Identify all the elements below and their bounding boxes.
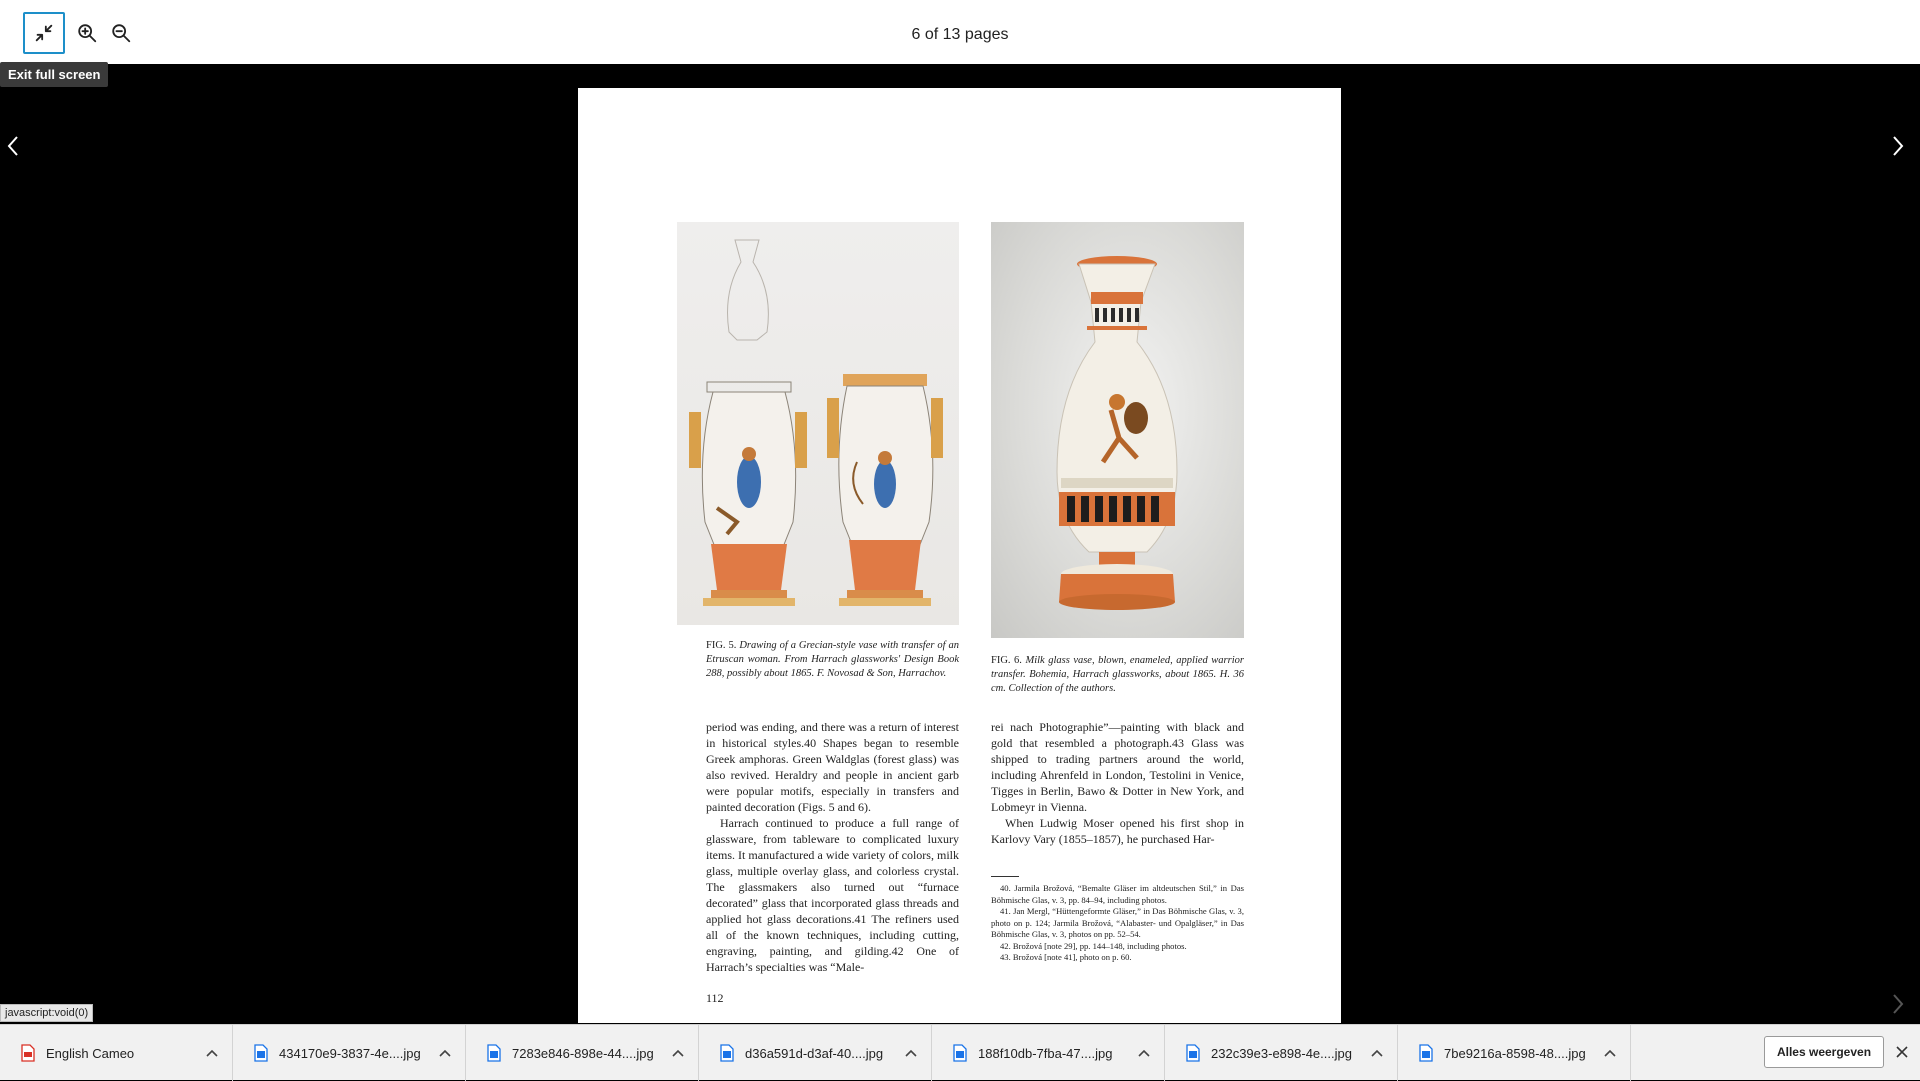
page-number: 112 — [706, 991, 724, 1005]
chevron-up-icon[interactable] — [1602, 1045, 1618, 1061]
image-file-icon — [952, 1044, 968, 1062]
footnote: 40. Jarmila Brožová, “Bemalte Gläser im altdeutschen Stil,” in Das Böhmische Glas, v. 3, pp. 84–94, including photos. — [991, 883, 1244, 905]
download-filename: d36a591d-d3af-40....jpg — [745, 1045, 884, 1061]
download-item[interactable] — [233, 1025, 466, 1081]
image-file-icon — [486, 1044, 502, 1062]
close-icon — [1896, 1046, 1908, 1058]
footnotes — [991, 883, 1244, 964]
show-all-downloads-button[interactable]: Alles weergeven — [1764, 1036, 1884, 1068]
chevron-up-icon[interactable] — [204, 1045, 220, 1061]
figure-5-caption — [706, 639, 959, 681]
footnote: 42. Brožová [note 29], pp. 144–148, including photos. — [1000, 940, 1187, 951]
image-file-icon — [1418, 1044, 1434, 1062]
download-item[interactable] — [0, 1025, 233, 1081]
body-paragraph: rei nach Photographie”—painting with black and gold that resembled a photograph.43 Glass was shipped to trading partners around the world, including Ahrenfeld in London, Testolini in Venice, Tigges in Berlin, Bawo & Dotter in New York, and Lobmeyr in Vienna. — [991, 720, 1244, 814]
status-bar-url: javascript:void(0) — [0, 1004, 93, 1022]
body-paragraph: When Ludwig Moser opened his first shop in Karlovy Vary (1855–1857), he purchased Har- — [991, 816, 1244, 846]
figure-6-label: FIG. 6. — [991, 655, 1022, 666]
chevron-right-icon — [1891, 992, 1905, 1016]
body-right-column — [991, 719, 1244, 847]
body-paragraph: Harrach continued to produce a full range of glassware, from tableware to complicated luxury items. It manufactured a wide variety of colors, milk glass, multiple overlay glass, and colorless crystal. The glassmakers also turned out “furnace decorated” glass that incorporated glass threads and applied hot glass decorations.41 The refiners used all of the known techniques, including cutting, engraving, painting, and gilding.42 One of Harrach’s specialties was “Male- — [706, 816, 959, 974]
figure-6-caption — [991, 654, 1244, 696]
image-file-icon — [253, 1044, 269, 1062]
download-filename: 188f10db-7fba-47....jpg — [978, 1045, 1113, 1061]
figure-6-image — [991, 222, 1244, 638]
milk-glass-vase-photo — [991, 222, 1244, 638]
chevron-up-icon[interactable] — [1369, 1045, 1385, 1061]
footnote: 41. Jan Mergl, “Hüttengeformte Gläser,” in Das Böhmische Glas, v. 3, photo on p. 124; Jarmila Brožová, “Alabaster- und Opalgläser,” in Das Böhmische Glas, v. 3, photos on pp. 52–54. — [991, 906, 1244, 939]
document-page — [578, 88, 1341, 1023]
download-item[interactable] — [1165, 1025, 1398, 1081]
download-item[interactable] — [699, 1025, 932, 1081]
pdf-icon — [20, 1044, 36, 1062]
download-filename: 232c39e3-e898-4e....jpg — [1211, 1045, 1352, 1061]
image-file-icon — [719, 1044, 735, 1062]
chevron-right-icon — [1891, 134, 1905, 158]
footnote-divider — [991, 876, 1019, 877]
next-page-button[interactable] — [1885, 128, 1911, 164]
download-filename: 7283e846-898e-44....jpg — [512, 1045, 654, 1061]
next-page-bottom-button[interactable] — [1885, 986, 1911, 1022]
image-file-icon — [1185, 1044, 1201, 1062]
figure-5-label: FIG. 5. — [706, 640, 737, 651]
chevron-up-icon[interactable] — [903, 1045, 919, 1061]
download-item[interactable] — [466, 1025, 699, 1081]
previous-page-button[interactable] — [0, 128, 26, 164]
download-item[interactable] — [1398, 1025, 1631, 1081]
download-item[interactable] — [932, 1025, 1165, 1081]
download-bar — [0, 1024, 1920, 1080]
tooltip: Exit full screen — [0, 62, 108, 87]
body-left-column — [706, 719, 959, 975]
chevron-up-icon[interactable] — [670, 1045, 686, 1061]
figure-6-caption-text: Milk glass vase, blown, enameled, applied warrior transfer. Bohemia, Harrach glassworks, about 1865. H. 36 cm. Collection of the authors. — [991, 655, 1244, 694]
download-filename: 434170e9-3837-4e....jpg — [279, 1045, 421, 1061]
chevron-left-icon — [6, 134, 20, 158]
chevron-up-icon[interactable] — [437, 1045, 453, 1061]
close-download-bar-button[interactable] — [1892, 1041, 1912, 1063]
viewer-toolbar — [0, 0, 1920, 64]
figure-5-caption-text: Drawing of a Grecian-style vase with transfer of an Etruscan woman. From Harrach glassworks' Design Book 288, possibly about 1865. F. Novosad & Son, Harrachov. — [706, 640, 960, 679]
body-paragraph: period was ending, and there was a return of interest in historical styles.40 Shapes began to resemble Greek amphoras. Green Waldglas (forest glass) was also revived. Heraldry and people in ancient garb were popular motifs, especially in transfers and painted decoration (Figs. 5 and 6). — [706, 720, 959, 814]
page-counter: 6 of 13 pages — [911, 26, 1009, 43]
footnote: 43. Brožová [note 41], photo on p. 60. — [1000, 952, 1132, 962]
download-filename: English Cameo — [46, 1045, 135, 1061]
chevron-up-icon[interactable] — [1136, 1045, 1152, 1061]
download-filename: 7be9216a-8598-48....jpg — [1444, 1045, 1586, 1061]
figure-5-image — [677, 222, 959, 625]
vase-drawing-illustration — [677, 222, 959, 625]
